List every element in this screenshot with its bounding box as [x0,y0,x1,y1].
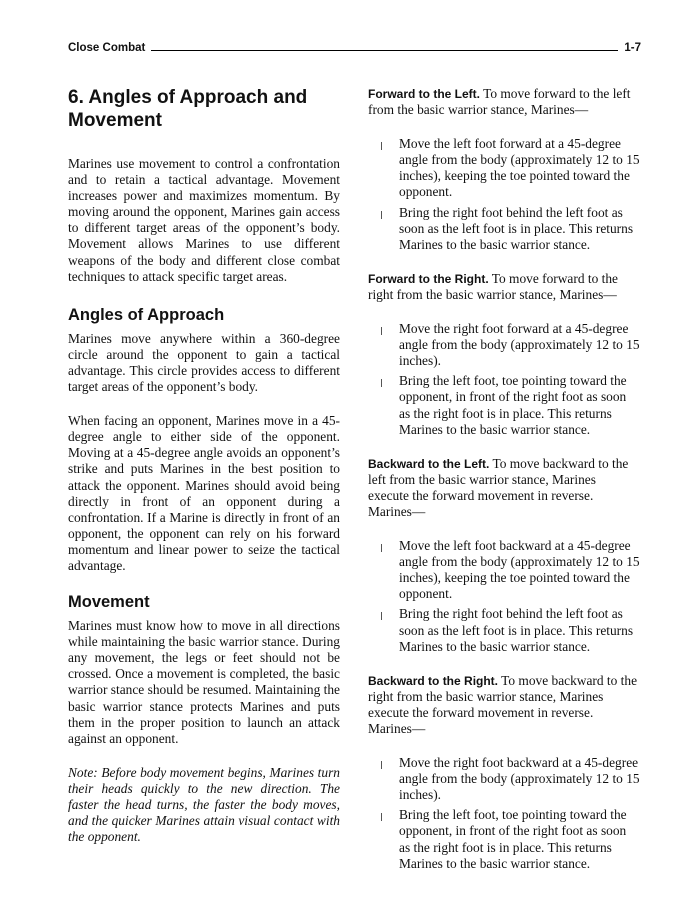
header-rule [68,50,641,51]
list-item [368,807,640,871]
intro-paragraph: Marines use movement to control a confrontation and to retain a tactical advantage. Movement increases power and maximizes momentum. By moving around the opponent, Marines gain access to different target areas of the opponent’s body. Movement allows Marines to use different weapons of the body and different close combat techniques to attack specific target areas. [68,156,340,284]
list-item [368,205,640,253]
forward-left-heading: Forward to the Left. [368,87,480,101]
backward-right-steps [368,755,640,872]
backward-left-text: To move backward to the left from the basic warrior stance, Marines execute the forward movement in reverse. Marines— [368,455,629,519]
backward-left-intro [368,456,640,520]
list-item [368,606,640,654]
forward-right-steps [368,321,640,438]
angles-paragraph-2: When facing an opponent, Marines move in a 45-degree angle to either side of the opponent. Moving at a 45-degree angle avoids an opponent’s strike and puts Marines in the best position to attack the opponent. Marines should avoid being directly in front of an opponent during a confrontation. If a Marine is directly in front of an opponent, the opponent can rely on his forward momentum and linear power to seize the tactical advantage. [68,413,340,573]
forward-right-heading: Forward to the Right. [368,271,489,286]
forward-right-text: To move forward to the right from the basic warrior stance, Marines— [368,270,618,302]
left-column [68,86,340,863]
backward-left-steps [368,538,640,655]
section-title [68,86,340,132]
list-item-text: Bring the left foot, toe pointing toward the opponent, in front of the right foot as soon as the right foot is in place. This returns Marines to the basic warrior stance. [399,373,627,437]
page-number: 1-7 [618,42,641,54]
list-item-text: Move the right foot forward at a 45-degree angle from the body (approximately 12 to 15 inches). [399,321,640,369]
list-item [368,538,640,602]
bullet-mark [381,813,382,821]
backward-right-intro [368,673,640,737]
forward-left-intro [368,86,640,118]
list-item-text: Bring the right foot behind the left foot as soon as the left foot is in place. This returns Marines to the basic warrior stance. [399,606,634,654]
list-item [368,136,640,200]
bullet-mark [381,327,382,335]
list-item-text: Bring the left foot, toe pointing toward the opponent, in front of the right foot as soon as the right foot is in place. This returns Marines to the basic warrior stance. [399,807,627,871]
running-header [68,42,641,58]
movement-paragraph: Marines must know how to move in all directions while maintaining the basic warrior stance. During any movement, the legs or feet should not be crossed. Once a movement is completed, the basic warrior stance should be resumed. Maintaining the basic warrior stance protects Marines and puts them in the proper position to launch an attack against an opponent. [68,618,340,746]
list-item-text: Bring the right foot behind the left foot as soon as the left foot is in place. This returns Marines to the basic warrior stance. [399,204,634,252]
list-item [368,373,640,437]
forward-left-steps [368,136,640,253]
note-paragraph: Note: Before body movement begins, Marines turn their heads quickly to the new direction. The faster the head turns, the faster the body moves, and the quicker Marines attain visual contact with the opponent. [68,764,340,845]
section-title-line1: 6. Angles of Approach and [68,87,308,108]
list-item [368,755,640,803]
bullet-mark [381,612,382,620]
list-item-text: Move the right foot backward at a 45-degree angle from the body (approximately 12 to 15 inches). [399,755,640,803]
bullet-mark [381,761,382,769]
list-item-text: Move the left foot backward at a 45-degree angle from the body (approximately 12 to 15 inches), keeping the toe pointed toward the opponent. [399,538,640,602]
bullet-mark [381,544,382,552]
section-title-line2: Movement [68,110,162,131]
right-column [368,86,640,890]
forward-left-text: To move forward to the left from the basic warrior stance, Marines— [368,86,631,118]
forward-right-intro [368,271,640,303]
list-item [368,321,640,369]
backward-right-heading: Backward to the Right. [368,673,499,688]
backward-left-heading: Backward to the Left. [368,456,490,471]
movement-heading: Movement [68,593,150,612]
angles-paragraph-1: Marines move anywhere within a 360-degree circle around the opponent to gain a tactical advantage. This circle provides access to different target areas of the opponent’s body. [68,330,340,395]
bullet-mark [381,379,382,387]
bullet-mark [381,142,382,150]
list-item-text: Move the left foot forward at a 45-degree angle from the body (approximately 12 to 15 inches), keeping the toe pointed toward the opponent. [399,136,640,200]
header-title: Close Combat [68,42,151,54]
angles-heading: Angles of Approach [68,305,225,324]
bullet-mark [381,211,382,219]
backward-right-text: To move backward to the right from the basic warrior stance, Marines execute the forward movement in reverse. Marines— [368,672,638,736]
